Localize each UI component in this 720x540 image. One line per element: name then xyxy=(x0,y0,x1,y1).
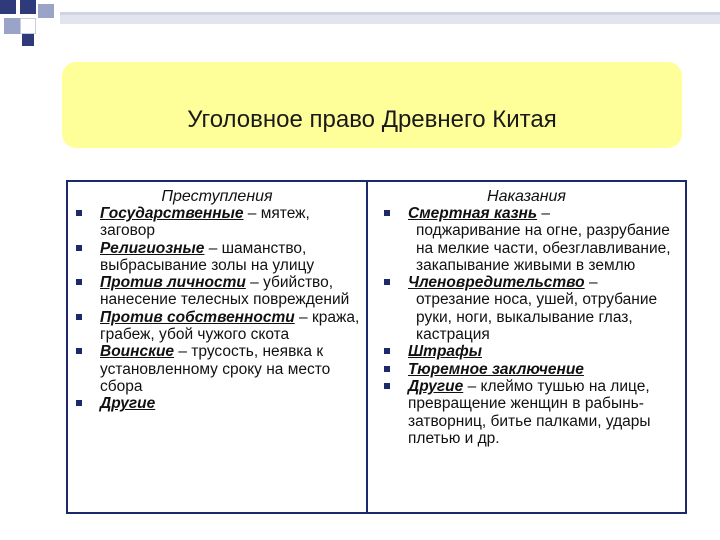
punishments-column xyxy=(368,182,685,512)
list-item xyxy=(68,343,366,395)
crime-desc: – мятеж, заговор xyxy=(100,205,310,240)
crime-term: Воинские xyxy=(100,343,175,361)
bullet-icon xyxy=(384,366,390,372)
punishment-dash: – xyxy=(537,205,551,222)
bullet-icon xyxy=(76,279,82,285)
page-title: Уголовное право Древнего Китая xyxy=(187,106,557,133)
crimes-column xyxy=(68,182,368,512)
bullet-icon xyxy=(76,348,82,354)
deco-square xyxy=(38,4,54,18)
punishment-term: Членовредительство xyxy=(408,274,585,292)
bullet-icon xyxy=(384,383,390,389)
list-item xyxy=(368,361,685,378)
punishments-heading: Наказания xyxy=(487,188,566,205)
comparison-table xyxy=(66,180,687,514)
crimes-heading: Преступления xyxy=(161,188,273,205)
punishment-term: Тюремное заключение xyxy=(408,360,584,378)
list-item xyxy=(368,378,685,447)
list-item xyxy=(368,274,685,343)
deco-square xyxy=(22,34,34,46)
crime-desc: – трусость, неявка к установленному сроку на место сбора xyxy=(100,343,331,395)
list-item xyxy=(68,240,366,275)
punishments-list xyxy=(368,205,685,447)
deco-square xyxy=(20,0,36,14)
crime-desc: – убийство, нанесение телесных повреждений xyxy=(100,274,350,309)
bullet-icon xyxy=(76,400,82,406)
deco-line xyxy=(60,12,720,15)
bullet-icon xyxy=(384,279,390,285)
punishment-desc: – клеймо тушью на лице, превращение женщин в рабынь-затворниц, битье палками, удары плетью и др. xyxy=(408,377,651,447)
bullet-icon xyxy=(384,210,390,216)
crime-desc: – кража, грабеж, убой чужого скота xyxy=(100,308,360,344)
bullet-icon xyxy=(76,245,82,251)
punishment-term: Смертная казнь xyxy=(408,205,538,222)
punishment-desc: отрезание носа, ушей, отрубание руки, ноги, выкалывание глаз, кастрация xyxy=(416,291,658,344)
punishment-desc: поджаривание на огне, разрубание на мелкие части, обезглавливание, закапывание живыми в землю xyxy=(416,222,671,274)
punishment-term: Штрафы xyxy=(408,343,482,361)
list-item xyxy=(68,274,366,309)
crime-term: Религиозные xyxy=(100,239,205,257)
crime-desc: – шаманство, выбрасывание золы на улицу xyxy=(100,239,315,274)
crime-term: Другие xyxy=(100,395,156,413)
list-item xyxy=(368,205,685,274)
crime-term: Против собственности xyxy=(100,308,295,326)
deco-square xyxy=(4,18,20,34)
deco-square xyxy=(20,18,36,34)
crime-term: Государственные xyxy=(100,205,244,222)
crime-term: Против личности xyxy=(100,274,246,292)
title-box xyxy=(62,62,682,148)
bullet-icon xyxy=(384,348,390,354)
bullet-icon xyxy=(76,210,82,216)
punishment-dash: – xyxy=(584,274,598,292)
crimes-list xyxy=(68,205,366,413)
list-item xyxy=(68,395,366,412)
deco-square xyxy=(0,0,16,14)
list-item xyxy=(368,343,685,360)
bullet-icon xyxy=(76,314,82,320)
punishment-term: Другие xyxy=(408,377,464,395)
list-item xyxy=(68,309,366,344)
list-item xyxy=(68,205,366,240)
